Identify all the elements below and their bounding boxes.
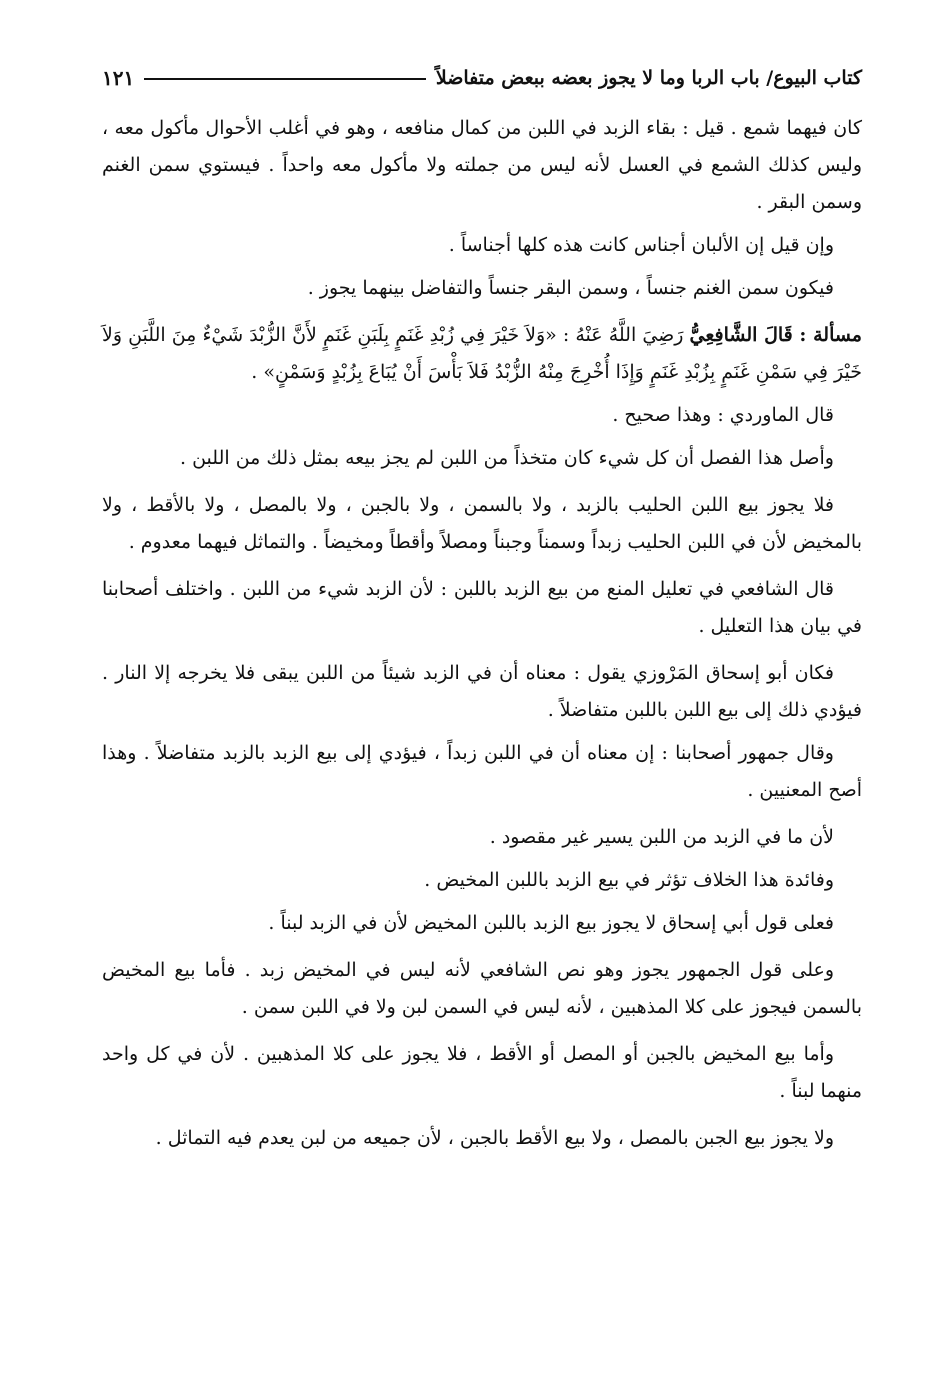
paragraph-text: وأما بيع المخيض بالجبن أو المصل أو الأقط ، فلا يجوز على كلا المذهبين . لأن في كل واحد منهما لبناً .: [102, 1043, 862, 1102]
paragraph: [102, 905, 862, 942]
paragraph: [102, 571, 862, 645]
header-title: كتاب البيوع/ باب الربا وما لا يجوز بعضه ببعض متفاضلاً: [435, 67, 862, 89]
paragraph: [102, 1036, 862, 1110]
page-number: ١٢١: [102, 66, 135, 90]
paragraph: [102, 317, 862, 391]
paragraph: [102, 952, 862, 1026]
body-text: [102, 110, 862, 1157]
paragraph-text: فيكون سمن الغنم جنساً ، وسمن البقر جنساً والتفاضل بينهما يجوز .: [307, 277, 834, 299]
paragraph: [102, 440, 862, 477]
running-header: [102, 60, 862, 96]
paragraph-text: فلا يجوز بيع اللبن الحليب بالزبد ، ولا بالسمن ، ولا بالجبن ، ولا بالمصل ، ولا بالأقط ، ولا بالمخيض لأن في اللبن الحليب زبداً وسمناً وجبناً ومصلاً وأقطاً ومخيضاً . والتماثل فيهما معدوم .: [102, 494, 862, 553]
paragraph: [102, 227, 862, 264]
paragraph-text: قال الماوردي : وهذا صحيح .: [612, 404, 834, 426]
paragraph-text: وفائدة هذا الخلاف تؤثر في بيع الزبد باللبن المخيض .: [424, 869, 834, 891]
paragraph: [102, 487, 862, 561]
paragraph: [102, 1120, 862, 1157]
paragraph: [102, 110, 862, 221]
paragraph-text: وعلى قول الجمهور يجوز وهو نص الشافعي لأنه ليس في المخيض زبد . فأما بيع المخيض بالسمن فيجوز على كلا المذهبين ، لأنه ليس في السمن لبن ولا في اللبن سمن .: [102, 959, 862, 1018]
paragraph-text: فعلى قول أبي إسحاق لا يجوز بيع الزبد باللبن المخيض لأن في الزبد لبناً .: [268, 912, 834, 934]
paragraph-text: قال الشافعي في تعليل المنع من بيع الزبد باللبن : لأن الزبد شيء من اللبن . واختلف أصحابنا في بيان هذا التعليل .: [102, 578, 862, 637]
paragraph-text: وقال جمهور أصحابنا : إن معناه أن في اللبن زبداً ، فيؤدي إلى بيع الزبد بالزبد متفاضلاً . وهذا أصح المعنيين .: [102, 742, 862, 801]
header-rule: [144, 78, 426, 80]
paragraph: [102, 735, 862, 809]
paragraph: [102, 655, 862, 729]
paragraph: [102, 819, 862, 856]
paragraph: [102, 862, 862, 899]
paragraph-text: ولا يجوز بيع الجبن بالمصل ، ولا بيع الأقط بالجبن ، لأن جميعه من لبن يعدم فيه التماثل .: [155, 1127, 834, 1149]
paragraph-text: كان فيهما شمع . قيل : بقاء الزبد في اللبن من كمال منافعه ، وهو في أغلب الأحوال مأكول معه ، وليس كذلك الشمع في العسل لأنه ليس من جملته ولا مأكول معه واحداً . فيستوي سمن الغنم وسمن البقر .: [102, 117, 863, 213]
paragraph: [102, 397, 862, 434]
paragraph-text: لأن ما في الزبد من اللبن يسير غير مقصود .: [489, 826, 834, 848]
paragraph-text: وإن قيل إن الألبان أجناس كانت هذه كلها أجناساً .: [448, 234, 834, 256]
paragraph: [102, 270, 862, 307]
paragraph-text: رَضِيَ اللَّهُ عَنْهُ : «وَلاَ خَيْرَ فِي زُبْدِ غَنَمٍ بِلَبَنِ غَنَمٍ لأَنَّ الزُّبْدَ شَيْءٌ مِنَ اللَّبَنِ وَلاَ خَيْرَ فِي سَمْنِ غَنَمٍ بِزُبْدِ غَنَمٍ وَإِذَا أُخْرِجَ مِنْهُ الزُّبْدُ فَلاَ بَأْسَ أَنْ يُبَاعَ بِزُبْدٍ وَسَمْنٍ» .: [102, 324, 862, 383]
paragraph-text: وأصل هذا الفصل أن كل شيء كان متخذاً من اللبن لم يجز بيعه بمثل ذلك من اللبن .: [180, 447, 834, 469]
masala-heading: مسألة : قَالَ الشَّافِعِيُّ: [689, 324, 862, 346]
paragraph-text: فكان أبو إسحاق المَرْوزي يقول : معناه أن في الزبد شيئاً من اللبن يبقى فلا يخرجه إلا النار . فيؤدي ذلك إلى بيع اللبن باللبن متفاضلاً .: [102, 662, 862, 721]
